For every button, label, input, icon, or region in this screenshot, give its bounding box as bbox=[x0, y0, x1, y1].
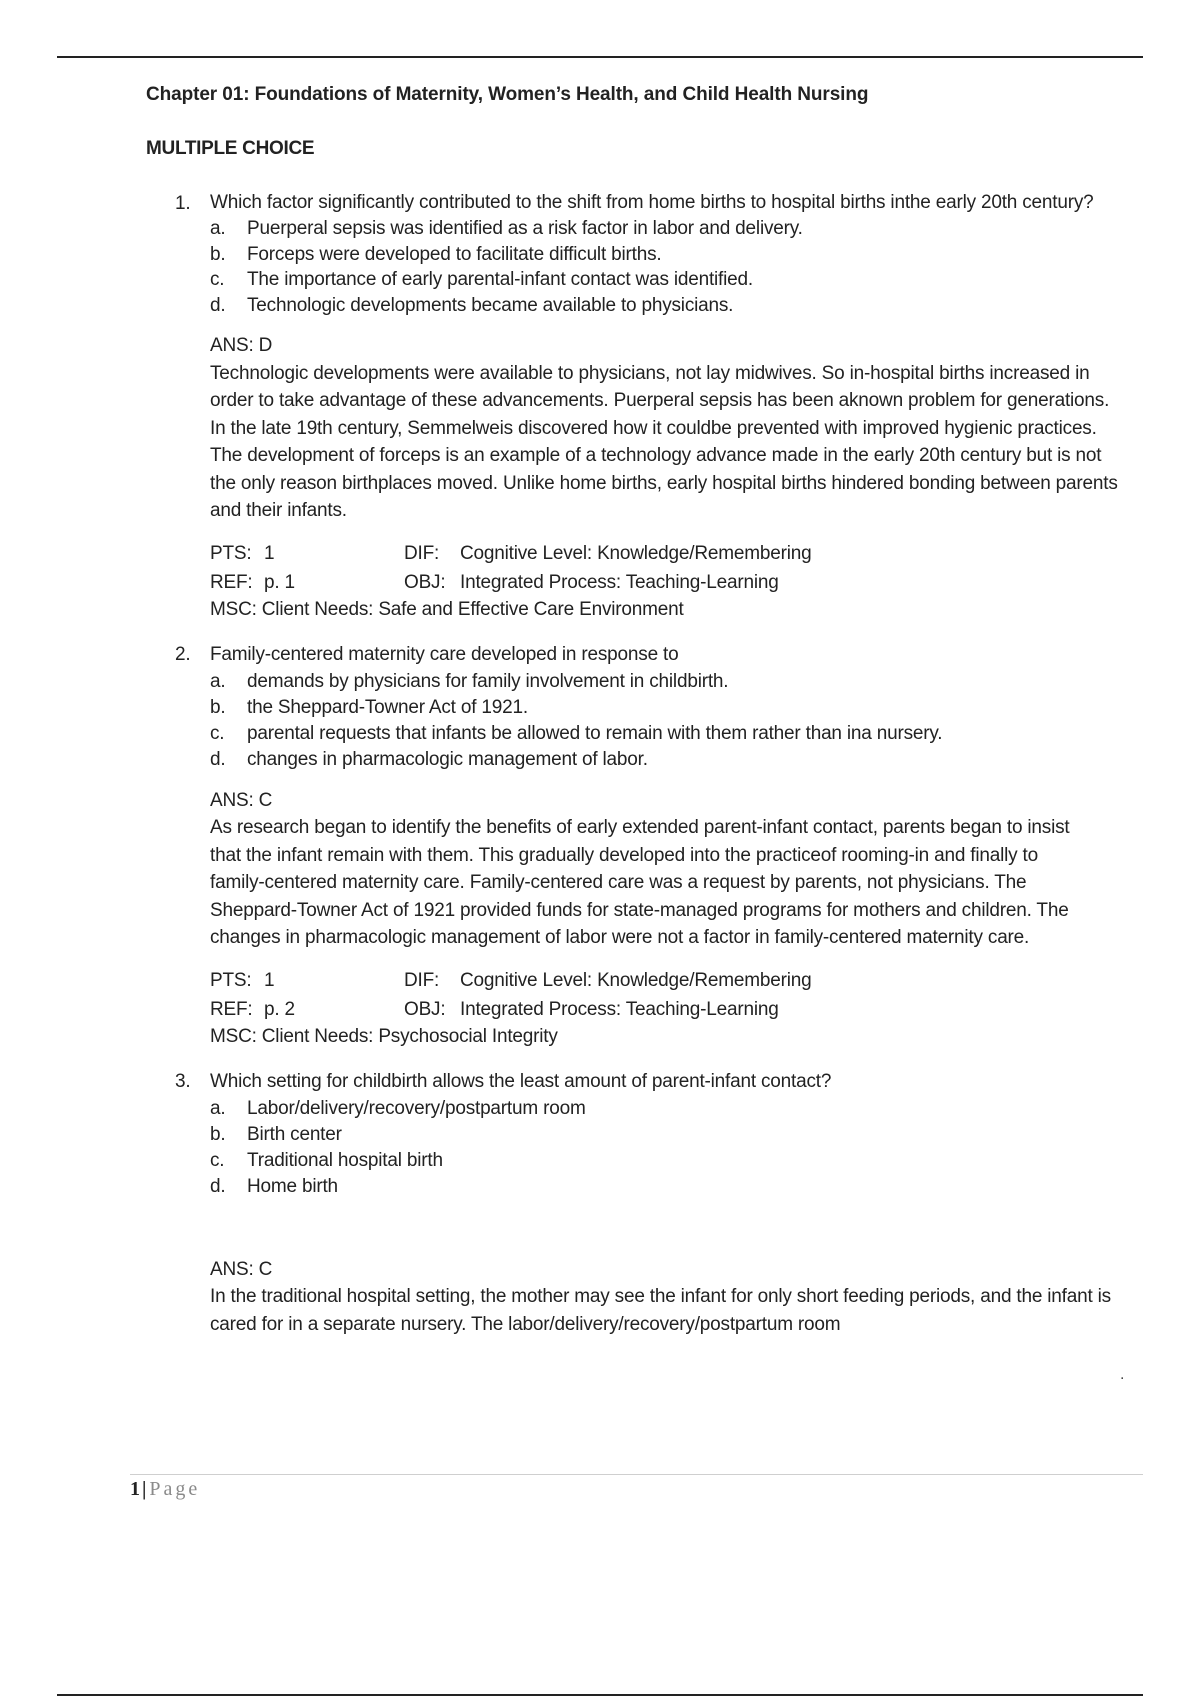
ref-value: p. 2 bbox=[264, 998, 295, 1020]
option-list bbox=[210, 669, 1126, 773]
question-1 bbox=[175, 190, 1126, 623]
option-letter: a. bbox=[210, 670, 226, 692]
page-number: 1 bbox=[130, 1478, 140, 1500]
obj-value: Integrated Process: Teaching-Learning bbox=[460, 998, 779, 1020]
obj-label: OBJ: bbox=[404, 998, 446, 1020]
ref-value: p. 1 bbox=[264, 571, 295, 593]
option-letter: d. bbox=[210, 1175, 226, 1197]
answer-block bbox=[210, 332, 1126, 525]
top-rule bbox=[57, 56, 1143, 58]
option bbox=[210, 1096, 1126, 1122]
rationale: In the traditional hospital setting, the mother may see the infant for only short feeding periods, and the infant is cared for in a separate nursery. The labor/delivery/recovery/postpartum room bbox=[210, 1286, 1111, 1335]
option-list bbox=[210, 216, 1126, 318]
dif-label: DIF: bbox=[404, 542, 440, 564]
option bbox=[210, 216, 1126, 242]
answer-block bbox=[210, 787, 1126, 952]
option-letter: d. bbox=[210, 294, 226, 316]
option-letter: b. bbox=[210, 1123, 226, 1145]
option bbox=[210, 267, 1126, 293]
footer-rule bbox=[130, 1474, 1143, 1475]
option bbox=[210, 747, 1126, 773]
pts-value: 1 bbox=[264, 969, 275, 991]
pts-label: PTS: bbox=[210, 969, 252, 991]
question-stem: Which factor significantly contributed to the shift from home births to hospital births inthe early 20th century? bbox=[210, 192, 1094, 213]
meta-row bbox=[210, 539, 1126, 568]
option-letter: b. bbox=[210, 696, 226, 718]
option-text: Puerperal sepsis was identified as a risk factor in labor and delivery. bbox=[247, 218, 803, 239]
option-text: parental requests that infants be allowed to remain with them rather than ina nursery. bbox=[247, 722, 943, 744]
meta-row bbox=[210, 568, 1126, 597]
option bbox=[210, 293, 1126, 319]
answer-key: ANS: C bbox=[210, 1258, 273, 1280]
option-letter: d. bbox=[210, 748, 226, 770]
option-letter: c. bbox=[210, 722, 225, 744]
option-text: The importance of early parental-infant contact was identified. bbox=[247, 269, 753, 290]
pts-label: PTS: bbox=[210, 542, 252, 564]
answer-key: ANS: C bbox=[210, 789, 273, 811]
option-text: Home birth bbox=[247, 1175, 338, 1197]
option bbox=[210, 1122, 1126, 1148]
option bbox=[210, 242, 1126, 268]
ref-label: REF: bbox=[210, 998, 253, 1020]
ref-label: REF: bbox=[210, 571, 253, 593]
answer-block bbox=[210, 1256, 1126, 1339]
option bbox=[210, 721, 1126, 747]
option-letter: a. bbox=[210, 1097, 226, 1119]
document-body bbox=[146, 84, 1126, 1338]
option-text: demands by physicians for family involvement in childbirth. bbox=[247, 670, 729, 692]
rationale: Technologic developments were available to physicians, not lay midwives. So in-hospital births increased in order to take advantage of these advancements. Puerperal sepsis has been aknown problem for generations. In the late 19th century, Semmelweis discovered how it couldbe prevented with improved hygienic practices. The development of forceps is an example of a technology advance made in the early 20th century but is not the only reason birthplaces moved. Unlike home births, early hospital births hindered bonding between parents and their infants. bbox=[210, 362, 1118, 521]
dif-value: Cognitive Level: Knowledge/Remembering bbox=[460, 969, 812, 991]
option-list bbox=[210, 1096, 1126, 1200]
page-footer bbox=[130, 1478, 200, 1501]
obj-value: Integrated Process: Teaching-Learning bbox=[460, 571, 779, 593]
question-3 bbox=[175, 1068, 1126, 1339]
msc-value: MSC: Client Needs: Safe and Effective Care Environment bbox=[210, 598, 684, 620]
option-letter: c. bbox=[210, 269, 225, 290]
question-2 bbox=[175, 641, 1126, 1050]
bottom-rule bbox=[57, 1694, 1143, 1696]
question-number: 3. bbox=[175, 1070, 191, 1092]
page-word: Page bbox=[149, 1478, 201, 1500]
option-letter: a. bbox=[210, 218, 226, 239]
option-text: changes in pharmacologic management of labor. bbox=[247, 748, 648, 770]
chapter-title: Chapter 01: Foundations of Maternity, Women’s Health, and Child Health Nursing bbox=[146, 84, 869, 105]
option-text: Birth center bbox=[247, 1123, 342, 1145]
question-stem: Which setting for childbirth allows the least amount of parent-infant contact? bbox=[210, 1070, 832, 1092]
msc-value: MSC: Client Needs: Psychosocial Integrity bbox=[210, 1025, 558, 1047]
stray-mark: . bbox=[1120, 1366, 1125, 1383]
option bbox=[210, 1174, 1126, 1200]
option-text: the Sheppard-Towner Act of 1921. bbox=[247, 696, 528, 718]
question-number: 2. bbox=[175, 643, 191, 665]
question-number: 1. bbox=[175, 193, 191, 214]
option bbox=[210, 669, 1126, 695]
option-text: Technologic developments became available to physicians. bbox=[247, 294, 734, 316]
answer-key: ANS: D bbox=[210, 335, 273, 356]
option-text: Labor/delivery/recovery/postpartum room bbox=[247, 1097, 586, 1119]
rationale: As research began to identify the benefits of early extended parent-infant contact, parents began to insist that the infant remain with them. This gradually developed into the practiceof rooming-in and finally to family-centered maternity care. Family-centered care was a request by parents, not physicians. The Sheppard-Towner Act of 1921 provided funds for state-managed programs for mothers and children. The changes in pharmacologic management of labor were not a factor in family-centered maternity care. bbox=[210, 817, 1070, 948]
option-letter: b. bbox=[210, 243, 226, 265]
option-letter: c. bbox=[210, 1149, 225, 1171]
dif-label: DIF: bbox=[404, 969, 440, 991]
meta-row bbox=[210, 995, 1126, 1024]
pts-value: 1 bbox=[264, 542, 275, 564]
obj-label: OBJ: bbox=[404, 571, 446, 593]
section-title: MULTIPLE CHOICE bbox=[146, 138, 315, 159]
dif-value: Cognitive Level: Knowledge/Remembering bbox=[460, 542, 812, 564]
option bbox=[210, 695, 1126, 721]
metadata bbox=[210, 966, 1126, 1050]
option-text: Forceps were developed to facilitate difficult births. bbox=[247, 243, 662, 265]
metadata bbox=[210, 539, 1126, 623]
option-text: Traditional hospital birth bbox=[247, 1149, 443, 1171]
meta-row bbox=[210, 966, 1126, 995]
page-separator: | bbox=[142, 1478, 147, 1500]
option bbox=[210, 1148, 1126, 1174]
question-stem: Family-centered maternity care developed in response to bbox=[210, 643, 679, 665]
